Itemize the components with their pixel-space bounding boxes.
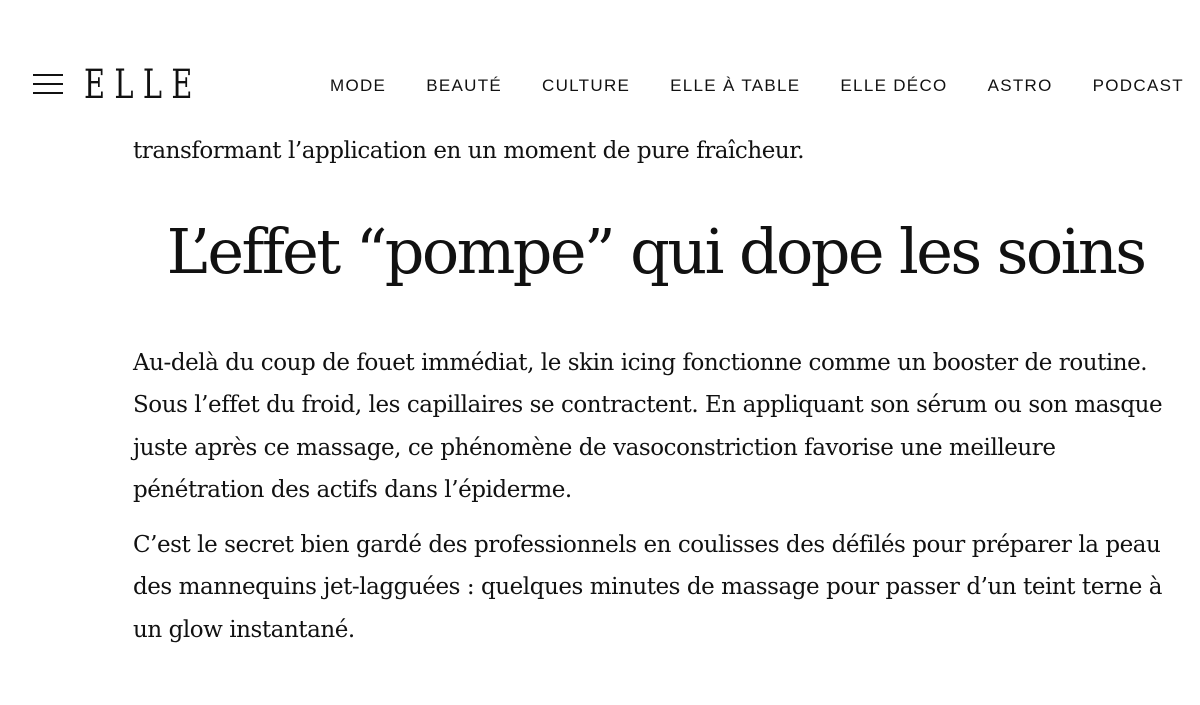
- nav-item-culture[interactable]: CULTURE: [542, 76, 631, 95]
- nav-item-astro[interactable]: ASTRO: [987, 76, 1053, 95]
- article-body: [133, 130, 1178, 651]
- menu-icon[interactable]: [33, 74, 63, 96]
- nav-item-podcast[interactable]: PODCAST: [1092, 76, 1184, 95]
- nav-item-elle-deco[interactable]: ELLE DÉCO: [840, 76, 948, 95]
- nav-item-beaute[interactable]: BEAUTÉ: [426, 76, 503, 95]
- article-paragraph: C’est le secret bien gardé des professionnels en coulisses des défilés pour préparer la peau des mannequins jet-lagguées : quelques minutes de massage pour passer d’un teint terne à un glow instantané.: [133, 531, 1163, 643]
- site-header: [0, 0, 1200, 122]
- article-paragraph: Au-delà du coup de fouet immédiat, le skin icing fonctionne comme un booster de routine. Sous l’effet du froid, les capillaires se contractent. En appliquant son sérum ou son masque juste après ce massage, ce phénomène de vasoconstriction favorise une meilleure pénétration des actifs dans l’épiderme.: [133, 349, 1163, 503]
- article-lead-line: transformant l’application en un moment de pure fraîcheur.: [133, 138, 805, 164]
- main-nav: [310, 72, 1200, 100]
- section-heading: L’effet “pompe” qui dope les soins: [166, 214, 1145, 288]
- elle-logo[interactable]: ELLE: [84, 62, 202, 108]
- nav-item-elle-a-table[interactable]: ELLE À TABLE: [670, 76, 801, 95]
- nav-item-mode[interactable]: MODE: [330, 76, 387, 95]
